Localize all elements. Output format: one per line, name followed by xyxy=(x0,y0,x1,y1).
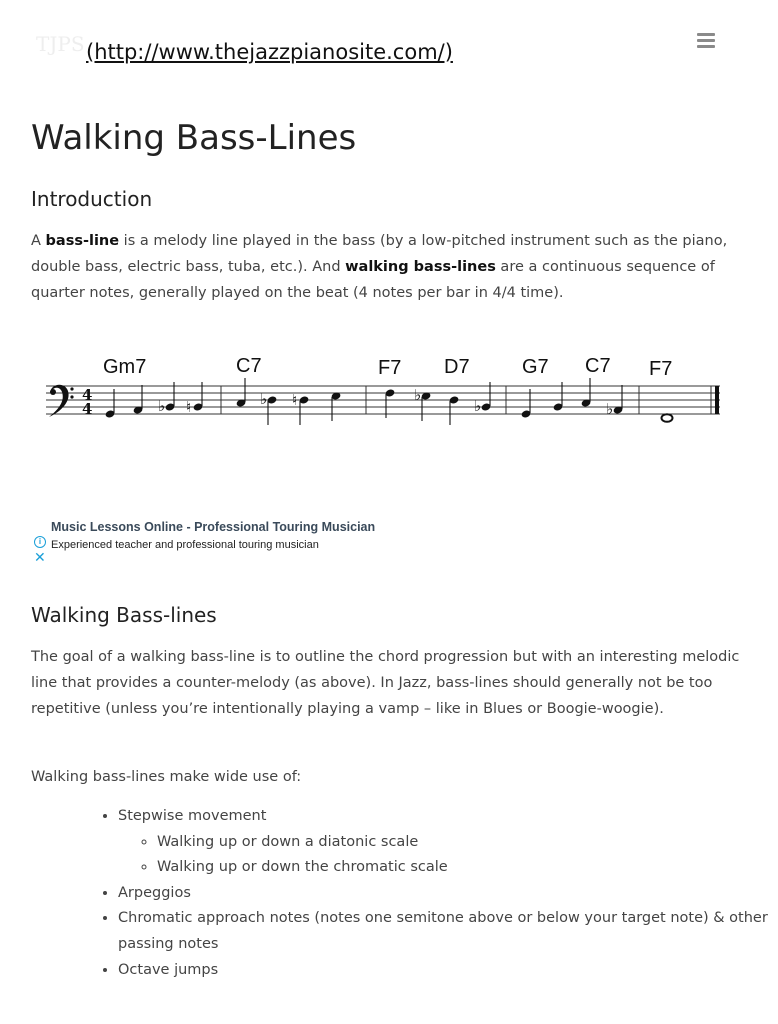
svg-text:♭: ♭ xyxy=(158,397,166,415)
svg-text:♭: ♭ xyxy=(606,400,614,418)
walking-paragraph: The goal of a walking bass-line is to outline the chord progression but with an interesting melodic line that provides a counter-melody (as above). In Jazz, bass-lines should generally not be too repetitive (unless you’re intentionally playing a vamp – like in Blues or Boogie-woogie). xyxy=(31,649,740,717)
walking-bass-lines-heading: Walking Bass-lines xyxy=(31,603,217,627)
svg-text:♭: ♭ xyxy=(474,397,482,415)
ad-description[interactable]: Experienced teacher and professional touring musician xyxy=(51,539,319,551)
svg-text:♭: ♭ xyxy=(414,386,422,404)
page-title: Walking Bass-Lines xyxy=(31,118,357,158)
bass-clef-icon xyxy=(49,385,74,417)
svg-text:♮: ♮ xyxy=(292,391,298,409)
bass-line-term: bass-line xyxy=(45,233,120,249)
svg-text:♭: ♭ xyxy=(260,390,268,408)
list-item: • Chromatic approach notes (notes one semitone above or below your target note) & other passing notes xyxy=(118,906,778,957)
intro-text-3: are a continuous sequence of quarter notes, generally played on the beat (4 notes per bar in 4/4 time). xyxy=(31,259,715,301)
svg-text:4: 4 xyxy=(82,400,93,418)
uses-list xyxy=(82,804,778,983)
intro-text-2: is a melody line played in the bass (by a low-pitched instrument such as the piano, double bass, electric bass, tuba, etc.). And xyxy=(31,233,728,275)
introduction-heading: Introduction xyxy=(31,187,153,211)
sub-list-item: ◦ Walking up or down the chromatic scale xyxy=(157,855,778,881)
svg-text:4: 4 xyxy=(82,386,93,404)
chord-symbol: C7 xyxy=(585,355,611,377)
list-item: • Octave jumps xyxy=(118,958,778,984)
hamburger-menu-icon[interactable] xyxy=(697,32,715,50)
chord-symbol: F7 xyxy=(378,357,402,379)
list-item-text: Stepwise movement xyxy=(118,808,267,824)
walking-bass-score xyxy=(40,345,730,435)
ad-banner[interactable] xyxy=(30,517,376,567)
chord-symbols xyxy=(103,355,672,380)
site-home-link[interactable]: (http://www.thejazzpianosite.com/) xyxy=(86,40,453,64)
chord-symbol: D7 xyxy=(444,356,470,378)
chord-symbol: Gm7 xyxy=(103,356,147,378)
site-logo[interactable]: TJPS xyxy=(36,32,85,56)
site-header xyxy=(0,0,768,90)
chord-symbol: G7 xyxy=(522,356,549,378)
chord-symbol: F7 xyxy=(649,358,673,380)
time-signature xyxy=(82,386,92,418)
sub-list-item: ◦ Walking up or down a diatonic scale xyxy=(157,830,778,856)
info-icon[interactable]: i xyxy=(34,536,46,548)
walking-bass-lines-term: walking bass-lines xyxy=(345,259,496,275)
svg-text:♮: ♮ xyxy=(186,398,192,416)
intro-text-1: A xyxy=(31,233,46,249)
close-icon[interactable]: ✕ xyxy=(34,549,46,565)
uses-intro: Walking bass-lines make wide use of: xyxy=(31,769,302,785)
list-item: • Arpeggios xyxy=(118,881,778,907)
intro-paragraph xyxy=(31,228,751,306)
sub-list xyxy=(118,830,778,881)
list-item xyxy=(118,804,778,881)
chord-symbol: C7 xyxy=(236,355,262,377)
ad-title[interactable]: Music Lessons Online - Professional Touring Musician xyxy=(51,520,376,534)
